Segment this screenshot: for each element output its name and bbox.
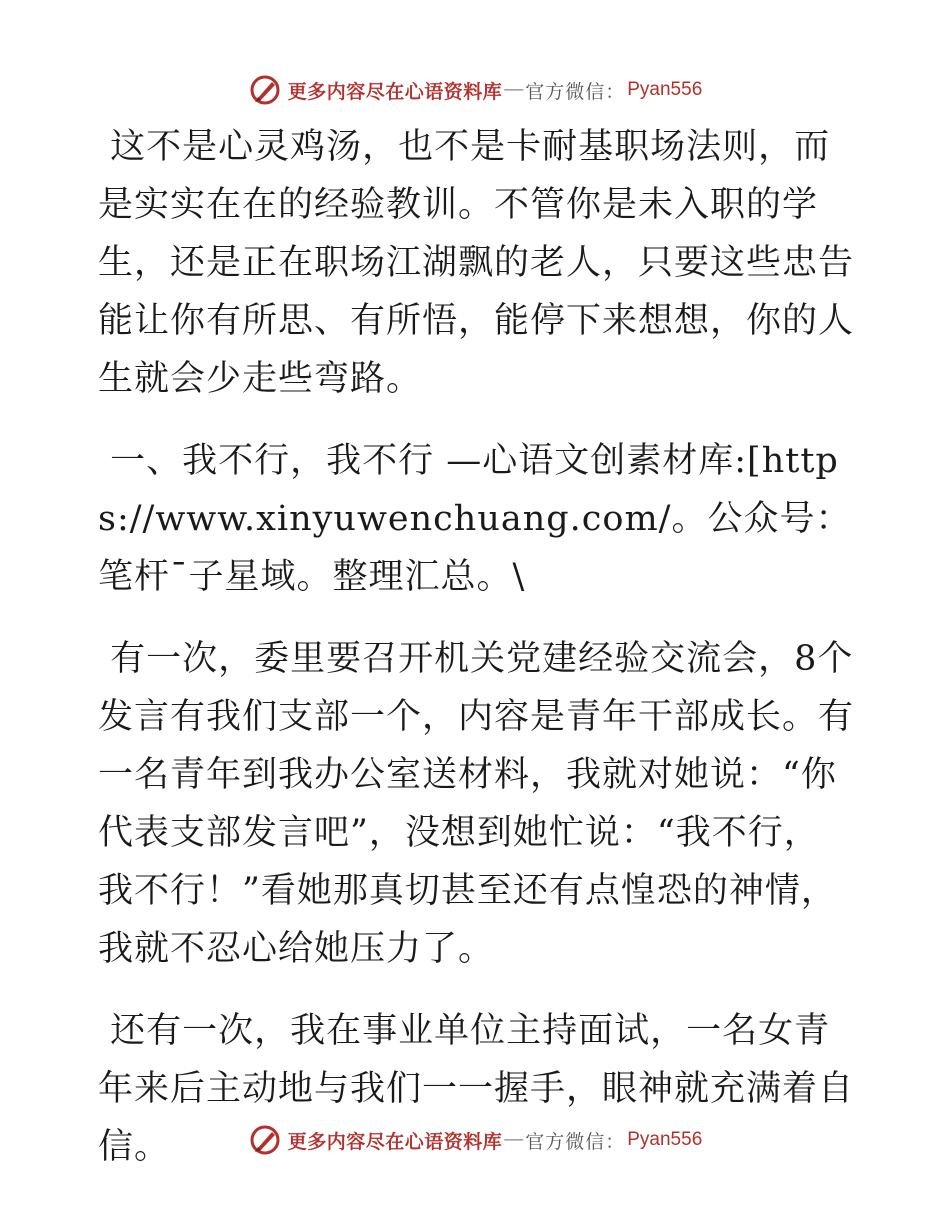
- header-banner: [0, 70, 950, 110]
- banner-text: [288, 1127, 703, 1154]
- banner-text: [288, 77, 703, 104]
- document-body: [98, 118, 854, 1176]
- paragraph-section-heading: 一、我不行，我不行 —心语文创素材库:[https://www.xinyuwenchuang.com/。公众号：笔杆¯子星域。整理汇总。\: [98, 441, 852, 597]
- paragraph-story-one: 有一次，委里要召开机关党建经验交流会，8个发言有我们支部一个，内容是青年干部成长。有一名青年到我办公室送材料，我就对她说：“你代表支部发言吧”，没想到她忙说：“我不行，我不行！”看她那真切甚至还有点惶恐的神情，我就不忍心给她压力了。: [98, 639, 855, 969]
- paragraph-intro: 这不是心灵鸡汤，也不是卡耐基职场法则，而是实实在在的经验教训。不管你是未入职的学生，还是正在职场江湖飘的老人，只要这些忠告能让你有所思、有所悟，能停下来想想，你的人生就会少走些弯路。: [98, 127, 855, 399]
- quill-pen-circle-icon: [248, 1123, 282, 1157]
- banner-dash: —: [504, 79, 524, 100]
- banner-wechat-id: Pyan556: [627, 79, 703, 100]
- banner-wechat-id: Pyan556: [627, 1129, 703, 1150]
- footer-banner: [0, 1120, 950, 1160]
- banner-dash: —: [504, 1129, 524, 1150]
- banner-official-text: 官方微信：: [525, 80, 626, 103]
- banner-library-text: 更多内容尽在心语资料库: [287, 1130, 503, 1153]
- quill-pen-circle-icon: [248, 73, 282, 107]
- banner-official-text: 官方微信：: [525, 1130, 626, 1153]
- paragraph-story-two: 还有一次，我在事业单位主持面试，一名女青年来后主动地与我们一一握手，眼神就充满着自信。: [98, 1011, 855, 1167]
- banner-library-text: 更多内容尽在心语资料库: [287, 80, 503, 103]
